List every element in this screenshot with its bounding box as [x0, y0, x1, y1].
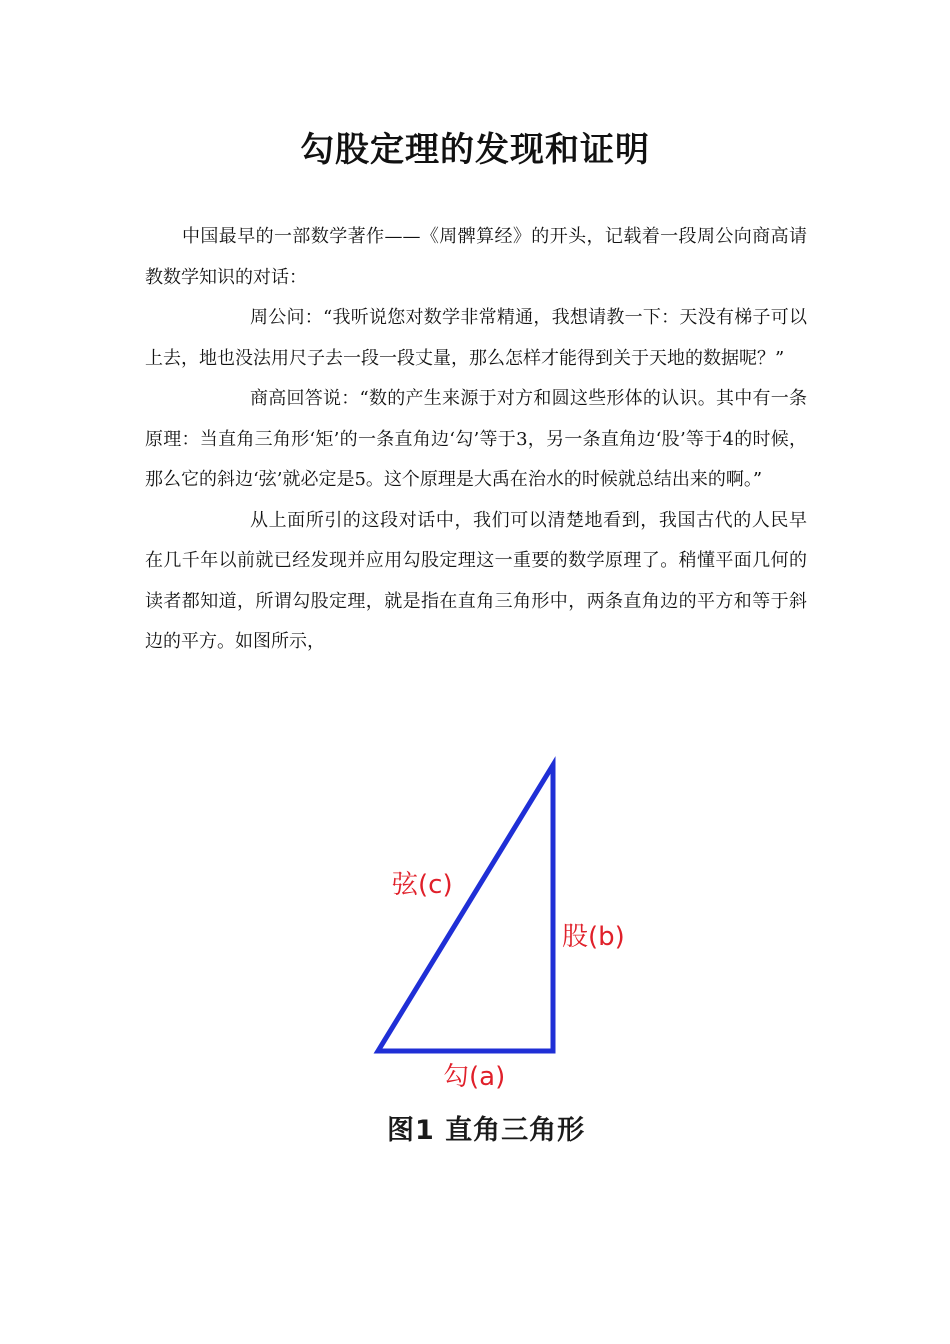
hypotenuse-label: 弦(c): [392, 870, 453, 900]
figure-caption: 图1 直角三角形: [387, 1115, 586, 1146]
right-triangle-figure: [360, 748, 650, 1158]
paragraph-shanggao-answer: 商高回答说：“数的产生来源于对方和圆这些形体的认识。其中有一条原理：当直角三角形‘矩’的一条直角边‘勾’等于3，另一条直角边‘股’等于4的时候，那么它的斜边‘弦’就必定是5。这个原理是大禹在治水的时候就总结出来的啊。”: [145, 388, 807, 490]
document-body: [145, 217, 807, 663]
paragraph-intro: 中国最早的一部数学著作——《周髀算经》的开头，记载着一段周公向商高请教数学知识的对话：: [145, 226, 807, 288]
vertical-leg-label: 股(b): [562, 922, 625, 952]
horizontal-leg-label: 勾(a): [443, 1062, 506, 1092]
paragraph-zhougong-question: 周公问：“我听说您对数学非常精通，我想请教一下：天没有梯子可以上去，地也没法用尺子去一段一段丈量，那么怎样才能得到关于天地的数据呢？”: [145, 307, 807, 369]
document-title: 勾股定理的发现和证明: [300, 130, 650, 170]
paragraph-conclusion: 从上面所引的这段对话中，我们可以清楚地看到，我国古代的人民早在几千年以前就已经发现并应用勾股定理这一重要的数学原理了。稍懂平面几何的读者都知道，所谓勾股定理，就是指在直角三角形中，两条直角边的平方和等于斜边的平方。如图所示，: [145, 509, 807, 652]
right-triangle-shape: [378, 765, 553, 1051]
